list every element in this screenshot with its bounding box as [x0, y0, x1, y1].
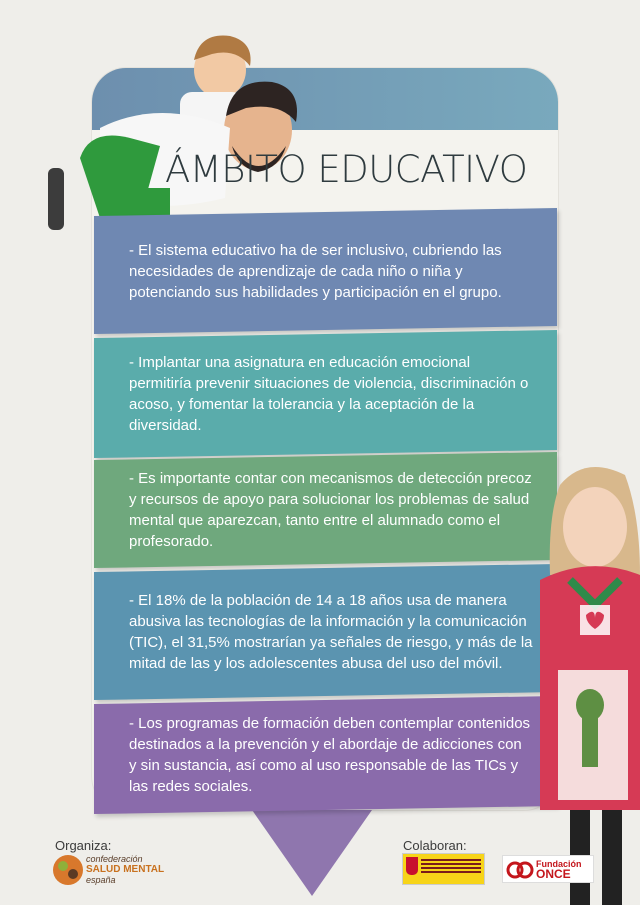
gobierno-de-espana-logo: [402, 853, 485, 885]
girl-in-smock-illustration: [530, 455, 640, 905]
info-band-5: [94, 696, 557, 814]
fundacion-once-logo: Fundación ONCE: [502, 855, 594, 883]
bubble-tail: [252, 810, 372, 896]
once-rings-icon: [505, 857, 535, 883]
info-band-1-text: - El sistema educativo ha de ser inclusivo, cubriendo las necesidades de aprendizaje de cada niño o niña y potenciando sus habilidades y participación en el grupo.: [129, 241, 502, 301]
page-title: ÁMBITO EDUCATIVO: [165, 148, 528, 191]
organiza-label: Organiza:: [55, 838, 112, 853]
info-band-2: [94, 330, 557, 458]
info-band-4-text: - El 18% de la población de 14 a 18 años usa de manera abusiva las tecnologías de la información y la comunicación (TIC), el 31,5% mostrarían ya señales de riesgo, y más de la mitad de las y los adolescentes abusa del uso del móvil.: [129, 591, 533, 672]
colaboran-label: Colaboran:: [403, 838, 467, 853]
info-band-3: [94, 452, 557, 568]
info-band-5-text: - Los programas de formación deben contemplar contenidos destinados a la prevención y el abordaje de adicciones con y sin sustancia, así como al uso responsable de las TICs y las redes sociales.: [129, 714, 531, 795]
info-band-4: [94, 564, 557, 700]
info-band-2-text: - Implantar una asignatura en educación emocional permitiría prevenir situaciones de violencia, discriminación o acoso, y fomentar la tolerancia y la aceptación de la diversidad.: [129, 353, 529, 434]
info-band-1: [94, 208, 557, 334]
info-band-3-text: - Es importante contar con mecanismos de detección precoz y recursos de apoyo para solucionar los problemas de salud mental que aparezcan, tanto entre el alumnado como el profesorado.: [129, 469, 532, 550]
salud-mental-logo-text: confederación SALUD MENTAL españa: [86, 854, 165, 885]
